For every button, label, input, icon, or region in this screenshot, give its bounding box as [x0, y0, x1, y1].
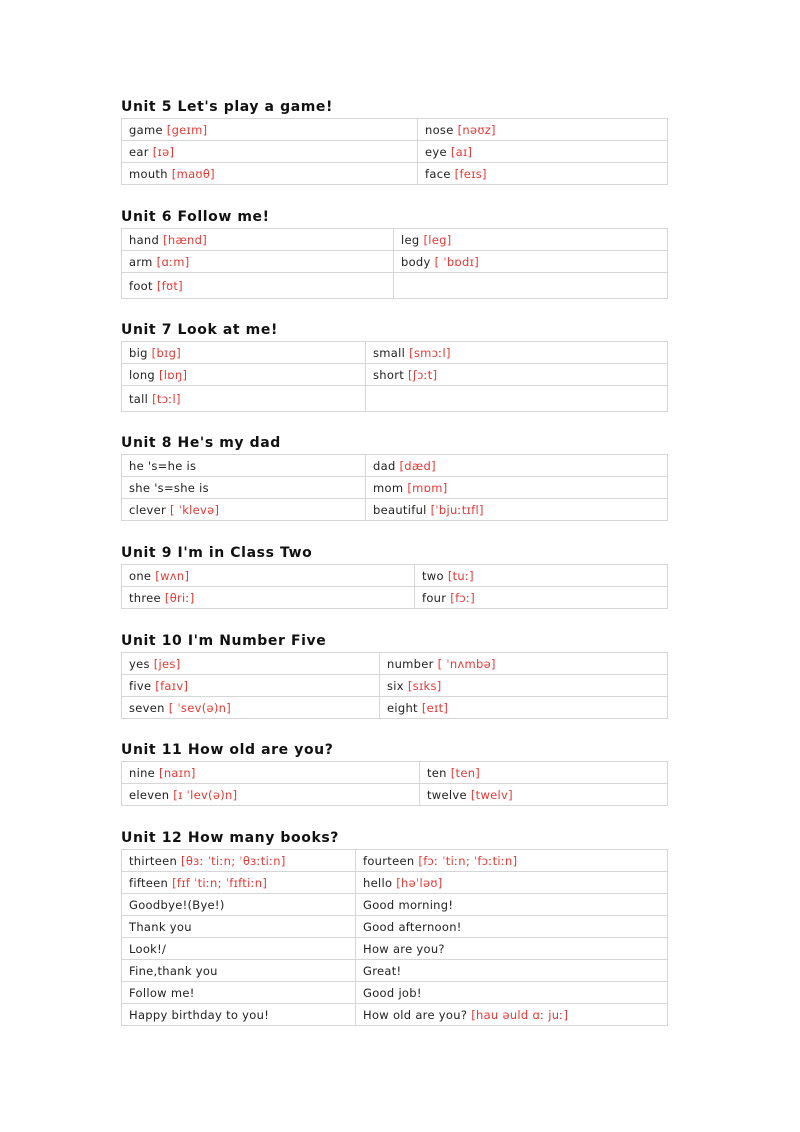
vocab-cell [356, 850, 668, 872]
table-row [122, 894, 668, 916]
phonetic-text: [leg] [423, 232, 452, 247]
phonetic-text: [aɪ] [450, 144, 473, 159]
word-text: seven [129, 700, 165, 715]
word-text: arm [129, 254, 153, 269]
phonetic-text: [feɪs] [454, 166, 487, 181]
table-row [122, 141, 668, 163]
unit-section [121, 206, 667, 299]
vocab-cell [366, 342, 668, 364]
phonetic-text: [lɒŋ] [159, 367, 188, 382]
table-row [122, 784, 668, 806]
vocab-cell [122, 587, 415, 609]
table-row [122, 163, 668, 185]
vocab-cell [122, 273, 394, 299]
vocab-cell [366, 386, 668, 412]
phonetic-text: [ɪə] [152, 144, 175, 159]
phonetic-text: [wʌn] [155, 568, 190, 583]
word-text: Good job! [363, 985, 422, 1000]
phonetic-text: [θɜː ˈtiːn; ˈθɜːtiːn] [181, 853, 286, 868]
phonetic-text: [ɑːm] [156, 254, 190, 269]
word-text: long [129, 367, 156, 382]
table-row [122, 850, 668, 872]
table-row [122, 364, 668, 386]
word-text: tall [129, 391, 149, 406]
table-row [122, 697, 668, 719]
phonetic-text: [twelv] [470, 787, 513, 802]
vocab-cell [420, 762, 668, 784]
vocab-cell [394, 251, 668, 273]
vocab-cell [122, 762, 420, 784]
vocab-table [121, 118, 668, 185]
unit-section [121, 827, 667, 1026]
word-text: body [401, 254, 431, 269]
word-text: Great! [363, 963, 402, 978]
word-text: Thank you [129, 919, 192, 934]
word-text: one [129, 568, 152, 583]
vocab-table [121, 849, 668, 1026]
table-row [122, 916, 668, 938]
word-text: Good afternoon! [363, 919, 462, 934]
phonetic-text: [hænd] [163, 232, 208, 247]
word-text: nine [129, 765, 156, 780]
table-row [122, 273, 668, 299]
word-text: two [422, 568, 444, 583]
vocab-cell [122, 229, 394, 251]
table-row [122, 1004, 668, 1026]
vocab-cell [420, 784, 668, 806]
table-row [122, 960, 668, 982]
vocab-cell [122, 894, 356, 916]
vocab-cell [394, 273, 668, 299]
vocab-cell [366, 455, 668, 477]
table-row [122, 653, 668, 675]
vocab-cell [380, 697, 668, 719]
phonetic-text: [ʃɔːt] [408, 367, 438, 382]
vocab-table [121, 228, 668, 299]
vocab-cell [356, 960, 668, 982]
table-row [122, 872, 668, 894]
word-text: Happy birthday to you! [129, 1007, 270, 1022]
word-text: four [422, 590, 447, 605]
phonetic-text: [sɪks] [407, 678, 442, 693]
word-text: big [129, 345, 148, 360]
phonetic-text: [hau əuld ɑː juː] [471, 1007, 569, 1022]
vocab-cell [366, 477, 668, 499]
phonetic-text: [geɪm] [166, 122, 208, 137]
phonetic-text: [ ˈsev(ə)n] [168, 700, 232, 715]
vocab-cell [122, 960, 356, 982]
unit-title: Unit 12 How many books? [121, 830, 340, 846]
unit-section [121, 96, 667, 185]
word-text: thirteen [129, 853, 178, 868]
word-text: beautiful [373, 502, 427, 517]
phonetic-text: [bɪg] [151, 345, 182, 360]
vocab-cell [356, 872, 668, 894]
vocab-cell [415, 565, 668, 587]
vocab-cell [122, 342, 366, 364]
vocab-cell [122, 364, 366, 386]
word-text: mouth [129, 166, 168, 181]
word-text: leg [401, 232, 420, 247]
vocab-cell [122, 697, 380, 719]
unit-title: Unit 7 Look at me! [121, 322, 278, 338]
vocab-cell [122, 784, 420, 806]
word-text: eleven [129, 787, 170, 802]
vocab-table [121, 564, 668, 609]
word-text: hello [363, 875, 393, 890]
phonetic-text: [ɪ ˈlev(ə)n] [173, 787, 238, 802]
vocab-cell [122, 251, 394, 273]
phonetic-text: [həˈləʊ] [396, 875, 443, 890]
vocab-cell [122, 916, 356, 938]
word-text: ten [427, 765, 447, 780]
table-row [122, 477, 668, 499]
unit-title: Unit 10 I'm Number Five [121, 633, 327, 649]
word-text: Follow me! [129, 985, 195, 1000]
unit-title: Unit 9 I'm in Class Two [121, 545, 313, 561]
table-row [122, 119, 668, 141]
vocab-cell [356, 916, 668, 938]
word-text: he 's=he is [129, 458, 197, 473]
phonetic-text: [ ˈnʌmbə] [437, 656, 496, 671]
vocab-cell [418, 163, 668, 185]
vocab-cell [394, 229, 668, 251]
word-text: dad [373, 458, 396, 473]
phonetic-text: [ˈbjuːtɪfl] [430, 502, 484, 517]
word-text: fourteen [363, 853, 415, 868]
vocab-cell [122, 163, 418, 185]
phonetic-text: [fɔː] [450, 590, 475, 605]
unit-section [121, 739, 667, 806]
vocab-table [121, 454, 668, 521]
phonetic-text: [dæd] [399, 458, 436, 473]
word-text: mom [373, 480, 404, 495]
word-text: fifteen [129, 875, 169, 890]
vocab-table [121, 761, 668, 806]
phonetic-text: [smɔːl] [409, 345, 451, 360]
word-text: Look!/ [129, 941, 167, 956]
word-text: game [129, 122, 163, 137]
vocab-cell [122, 565, 415, 587]
vocab-cell [418, 141, 668, 163]
word-text: five [129, 678, 152, 693]
vocab-cell [380, 653, 668, 675]
word-text: How are you? [363, 941, 445, 956]
table-row [122, 342, 668, 364]
vocab-cell [356, 938, 668, 960]
word-text: clever [129, 502, 167, 517]
phonetic-text: [ ˈbɒdɪ] [434, 254, 479, 269]
phonetic-text: [maʊθ] [171, 166, 215, 181]
vocab-cell [122, 386, 366, 412]
vocab-cell [380, 675, 668, 697]
phonetic-text: [fʊt] [156, 278, 183, 293]
vocab-cell [122, 1004, 356, 1026]
word-text: Good morning! [363, 897, 454, 912]
table-row [122, 499, 668, 521]
vocab-cell [366, 364, 668, 386]
vocab-cell [122, 872, 356, 894]
table-row [122, 455, 668, 477]
vocab-cell [122, 455, 366, 477]
vocab-cell [122, 141, 418, 163]
word-text: small [373, 345, 406, 360]
unit-section [121, 432, 667, 521]
phonetic-text: [jes] [153, 656, 181, 671]
table-row [122, 675, 668, 697]
word-text: Goodbye!(Bye!) [129, 897, 225, 912]
vocab-cell [415, 587, 668, 609]
phonetic-text: [mɒm] [407, 480, 448, 495]
table-row [122, 251, 668, 273]
table-row [122, 762, 668, 784]
word-text: How old are you? [363, 1007, 468, 1022]
word-text: yes [129, 656, 150, 671]
table-row [122, 938, 668, 960]
unit-title: Unit 6 Follow me! [121, 209, 270, 225]
vocab-cell [122, 119, 418, 141]
word-text: six [387, 678, 404, 693]
vocab-cell [122, 653, 380, 675]
table-row [122, 229, 668, 251]
vocab-cell [122, 499, 366, 521]
unit-title: Unit 8 He's my dad [121, 435, 281, 451]
vocab-cell [122, 938, 356, 960]
unit-section [121, 542, 667, 609]
phonetic-text: [fɔː ˈtiːn; ˈfɔːtiːn] [418, 853, 518, 868]
vocab-table [121, 652, 668, 719]
word-text: eye [425, 144, 447, 159]
word-text: three [129, 590, 161, 605]
phonetic-text: [faɪv] [155, 678, 189, 693]
table-row [122, 565, 668, 587]
phonetic-text: [θriː] [164, 590, 195, 605]
word-text: short [373, 367, 405, 382]
phonetic-text: [tɔːl] [152, 391, 181, 406]
vocab-cell [366, 499, 668, 521]
phonetic-text: [ ˈklevə] [169, 502, 220, 517]
word-text: foot [129, 278, 153, 293]
word-text: she 's=she is [129, 480, 209, 495]
table-row [122, 386, 668, 412]
phonetic-text: [eɪt] [421, 700, 449, 715]
vocab-cell [122, 850, 356, 872]
vocab-cell [356, 1004, 668, 1026]
phonetic-text: [ten] [450, 765, 481, 780]
unit-section [121, 319, 667, 412]
phonetic-text: [fɪf ˈtiːn; ˈfɪftiːn] [172, 875, 268, 890]
word-text: Fine,thank you [129, 963, 218, 978]
vocab-cell [122, 477, 366, 499]
vocab-cell [418, 119, 668, 141]
unit-title: Unit 5 Let's play a game! [121, 99, 334, 115]
vocab-cell [122, 982, 356, 1004]
word-text: twelve [427, 787, 467, 802]
unit-title: Unit 11 How old are you? [121, 742, 334, 758]
unit-section [121, 630, 667, 719]
word-text: ear [129, 144, 149, 159]
word-text: face [425, 166, 451, 181]
phonetic-text: [tuː] [447, 568, 474, 583]
phonetic-text: [nəʊz] [457, 122, 496, 137]
vocab-cell [356, 894, 668, 916]
table-row [122, 587, 668, 609]
vocab-cell [122, 675, 380, 697]
word-text: number [387, 656, 434, 671]
table-row [122, 982, 668, 1004]
word-text: nose [425, 122, 454, 137]
phonetic-text: [naɪn] [159, 765, 196, 780]
word-text: eight [387, 700, 418, 715]
word-text: hand [129, 232, 160, 247]
vocab-cell [356, 982, 668, 1004]
vocab-table [121, 341, 668, 412]
